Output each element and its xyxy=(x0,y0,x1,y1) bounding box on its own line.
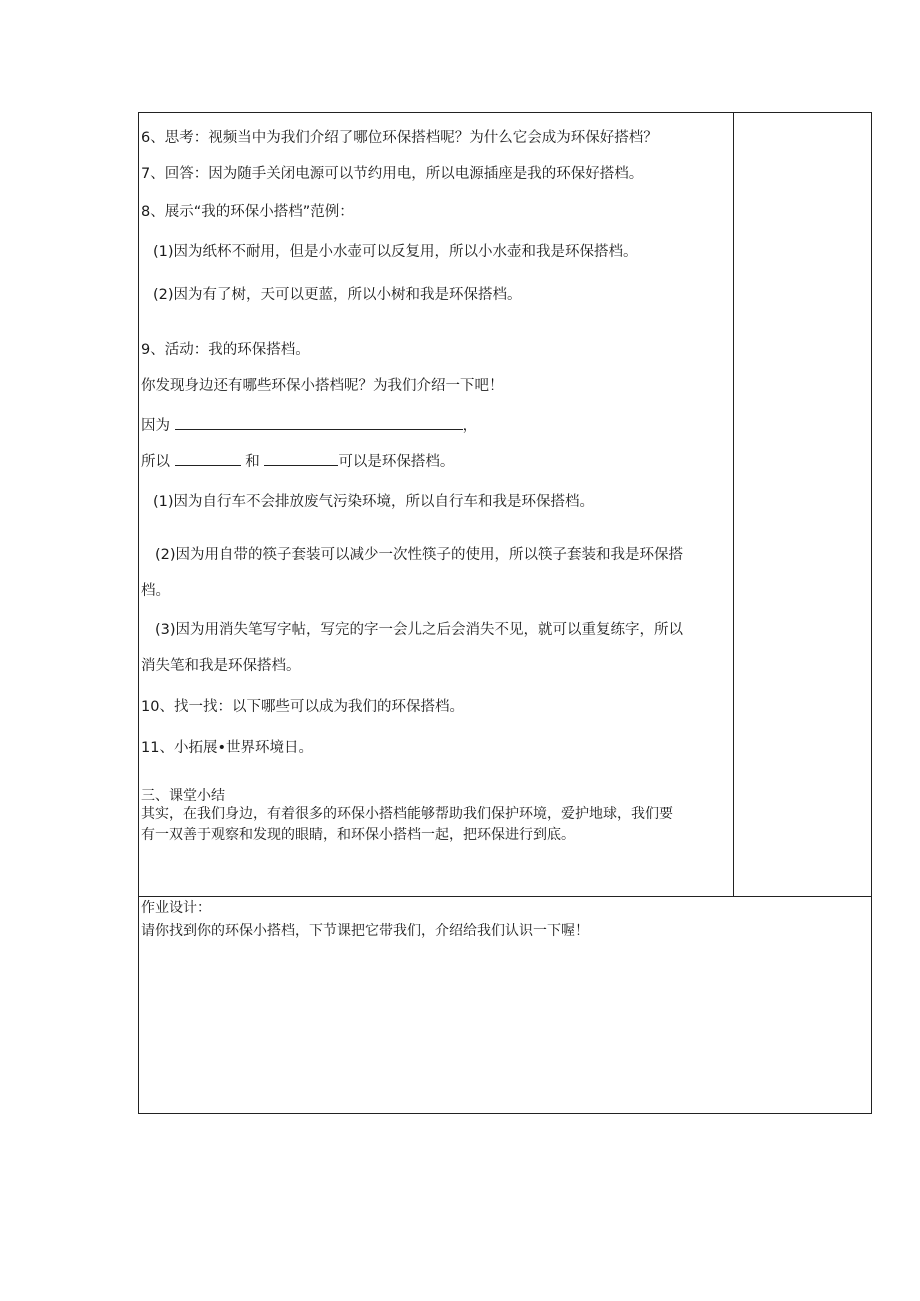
fill-end-label: 可以是环保搭档。 xyxy=(338,454,455,470)
item-8-show-example: 8、展示“我的环保小搭档”范例： xyxy=(141,204,354,220)
blank-reason[interactable] xyxy=(175,415,463,430)
fill-in-because-line xyxy=(141,415,477,435)
fill-and-label: 和 xyxy=(245,454,260,470)
blank-partner[interactable] xyxy=(175,451,241,466)
column-divider xyxy=(733,113,734,896)
item-9-activity: 9、活动：我的环保搭档。 xyxy=(141,342,310,358)
homework-content: 请你找到你的环保小搭档，下节课把它带我们，介绍给我们认识一下喔！ xyxy=(141,923,589,939)
fill-because-label: 因为 xyxy=(141,418,170,434)
fill-so-label: 所以 xyxy=(141,454,170,470)
summary-line-1: 其实，在我们身边，有着很多的环保小搭档能够帮助我们保护环境，爱护地球，我们要 xyxy=(141,806,673,822)
homework-title: 作业设计： xyxy=(141,900,211,916)
summary-line-2: 有一双善于观察和发现的眼睛，和环保小搭档一起，把环保进行到底。 xyxy=(141,827,575,843)
item-6-think: 6、思考：视频当中为我们介绍了哪位环保搭档呢？为什么它会成为环保好搭档？ xyxy=(141,130,658,146)
item-9-prompt: 你发现身边还有哪些环保小搭档呢？为我们介绍一下吧！ xyxy=(141,378,504,394)
item-8-example-2: (2)因为有了树，天可以更蓝，所以小树和我是环保搭档。 xyxy=(153,287,522,303)
fill-in-so-line xyxy=(141,451,454,471)
item-9-example-2-line-2: 档。 xyxy=(141,583,170,599)
blank-self[interactable] xyxy=(264,451,338,466)
lesson-plan-table xyxy=(138,112,872,1114)
item-9-example-2-line-1: (2)因为用自带的筷子套装可以减少一次性筷子的使用，所以筷子套装和我是环保搭 xyxy=(155,547,684,563)
item-9-example-1: (1)因为自行车不会排放废气污染环境，所以自行车和我是环保搭档。 xyxy=(153,494,595,510)
item-10-find: 10、找一找：以下哪些可以成为我们的环保搭档。 xyxy=(141,699,464,715)
item-9-example-3-line-1: (3)因为用消失笔写字帖，写完的字一会儿之后会消失不见，就可以重复练字，所以 xyxy=(155,622,684,638)
item-7-answer: 7、回答：因为随手关闭电源可以节约用电，所以电源插座是我的环保好搭档。 xyxy=(141,166,644,182)
item-11-extension: 11、小拓展•世界环境日。 xyxy=(141,740,314,756)
item-8-example-1: (1)因为纸杯不耐用，但是小水壶可以反复用，所以小水壶和我是环保搭档。 xyxy=(153,244,638,260)
fill-comma: ， xyxy=(462,418,478,434)
row-divider xyxy=(139,896,871,897)
item-9-example-3-line-2: 消失笔和我是环保搭档。 xyxy=(141,658,301,674)
summary-title: 三、课堂小结 xyxy=(141,788,225,804)
